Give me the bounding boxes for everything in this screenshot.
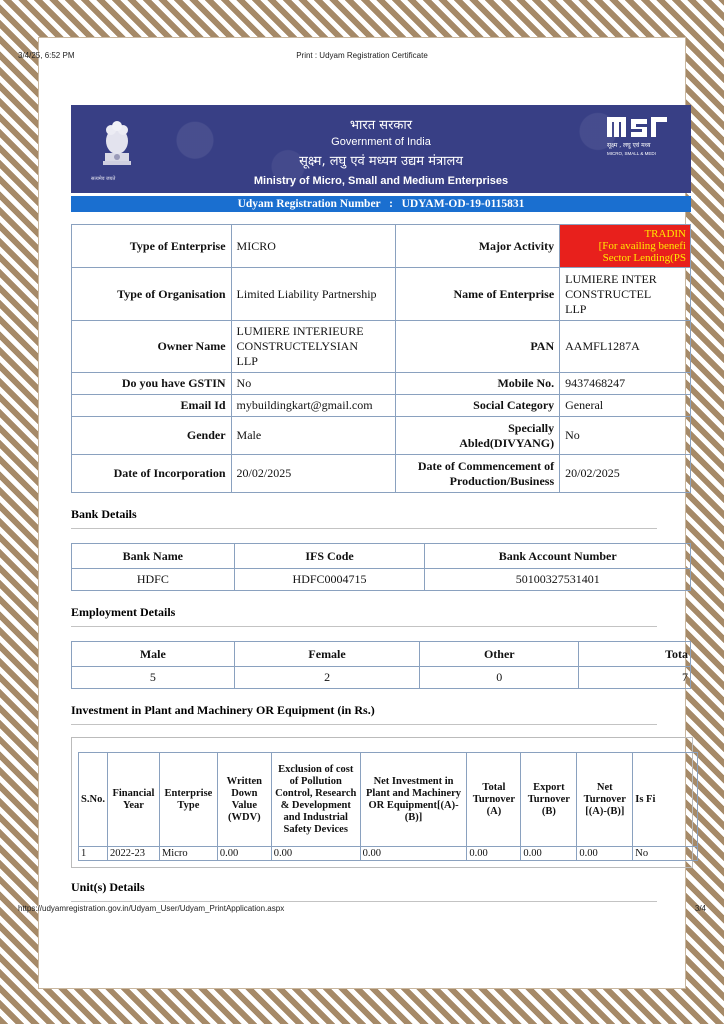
name-line: CONSTRUCTEL — [565, 286, 652, 301]
ministry-banner — [71, 105, 691, 193]
commencement-label-line: Production/Business — [449, 473, 555, 488]
exclusion-cost-value: 0.00 — [271, 847, 360, 861]
ifs-code-header: IFS Code — [234, 544, 425, 569]
account-number-value: 50100327531401 — [425, 569, 691, 591]
total-header: Tota — [579, 642, 691, 667]
registration-label: Udyam Registration Number — [237, 198, 381, 210]
certificate-content — [71, 105, 688, 902]
exclusion-cost-header: Exclusion of cost of Pollution Control, Research & Development and Industrial Safety Devices — [271, 753, 360, 847]
gstin-value: No — [231, 373, 396, 395]
email-label: Email Id — [72, 395, 232, 417]
type-of-enterprise-value: MICRO — [231, 225, 396, 268]
mobile-label: Mobile No. — [396, 373, 560, 395]
registration-number: UDYAM-OD-19-0115831 — [401, 198, 525, 210]
gstin-label: Do you have GSTIN — [72, 373, 232, 395]
bank-name-value: HDFC — [72, 569, 235, 591]
export-turnover-value: 0.00 — [521, 847, 577, 861]
table-row — [72, 321, 691, 373]
social-category-value: General — [560, 395, 691, 417]
pan-value: AAMFL1287A — [560, 321, 691, 373]
male-header: Male — [72, 642, 235, 667]
banner-government: Government of India — [331, 136, 431, 148]
investment-title: Investment in Plant and Machinery OR Equipment (in Rs.) — [71, 703, 657, 725]
male-value: 5 — [72, 667, 235, 689]
export-turnover-header: Export Turnover (B) — [521, 753, 577, 847]
pan-label: PAN — [396, 321, 560, 373]
commencement-label-line: Date of Commencement of — [417, 458, 555, 473]
net-investment-value: 0.00 — [360, 847, 467, 861]
table-row — [79, 847, 698, 861]
net-turnover-header: Net Turnover [(A)-(B)] — [577, 753, 633, 847]
total-turnover-header: Total Turnover (A) — [467, 753, 521, 847]
financial-year-value: 2022-23 — [107, 847, 159, 861]
msme-logo-hindi: सूक्ष्म , लघु एवं मध्य — [607, 142, 651, 149]
banner-hindi-government: भारत सरकार — [349, 118, 413, 133]
print-url: https://udyamregistration.gov.in/Udyam_User/Udyam_PrintApplication.aspx — [18, 904, 285, 913]
enterprise-info-table — [71, 224, 691, 493]
table-row — [72, 455, 691, 493]
net-turnover-value: 0.00 — [577, 847, 633, 861]
name-line: LLP — [565, 301, 587, 316]
table-row — [72, 395, 691, 417]
email-value: mybuildingkart@gmail.com — [231, 395, 396, 417]
table-header-row — [72, 642, 691, 667]
type-of-enterprise-label: Type of Enterprise — [72, 225, 232, 268]
investment-table — [78, 752, 698, 861]
other-value: 0 — [420, 667, 579, 689]
total-value: 7 — [579, 667, 691, 689]
bank-details-table — [71, 543, 691, 591]
owner-line: LLP — [236, 354, 258, 368]
major-activity-value — [560, 225, 691, 268]
table-row — [72, 268, 691, 321]
bank-name-header: Bank Name — [72, 544, 235, 569]
enterprise-type-header: Enterprise Type — [159, 753, 217, 847]
table-header-row — [79, 753, 698, 847]
msme-logo-caption: MICRO, SMALL & MEDI — [607, 151, 656, 156]
msme-logo-icon — [607, 115, 667, 139]
gender-value: Male — [231, 417, 396, 455]
type-of-organisation-label: Type of Organisation — [72, 268, 232, 321]
net-investment-header: Net Investment in Plant and Machinery OR Equipment[(A)-(B)] — [360, 753, 467, 847]
type-of-organisation-value: Limited Liability Partnership — [231, 268, 396, 321]
owner-line: LUMIERE INTERIEURE — [236, 324, 364, 338]
registration-separator: : — [389, 198, 393, 210]
social-category-label: Social Category — [396, 395, 560, 417]
banner-ministry: Ministry of Micro, Small and Medium Enterprises — [253, 175, 509, 187]
table-row — [72, 225, 691, 268]
print-title: Print : Udyam Registration Certificate — [296, 51, 428, 60]
owner-line: CONSTRUCTELYSIAN — [236, 339, 359, 353]
gender-label: Gender — [72, 417, 232, 455]
table-row — [72, 569, 691, 591]
other-header: Other — [420, 642, 579, 667]
mobile-value: 9437468247 — [560, 373, 691, 395]
table-row — [72, 667, 691, 689]
emblem-caption: सत्यमेव जयते — [91, 176, 116, 182]
employment-details-title: Employment Details — [71, 605, 657, 627]
print-datetime: 3/4/25, 6:52 PM — [18, 51, 75, 60]
divyang-label-line: Specially — [508, 420, 555, 435]
investment-table-wrapper — [71, 737, 693, 868]
banner-hindi-ministry: सूक्ष्म, लघु एवं मध्यम उद्यम मंत्रालय — [299, 154, 463, 169]
units-details-title: Unit(s) Details — [71, 880, 657, 902]
employment-details-table — [71, 641, 691, 689]
owner-name-value — [231, 321, 396, 373]
sno-header: S.No. — [79, 753, 108, 847]
owner-name-label: Owner Name — [72, 321, 232, 373]
financial-year-header: Financial Year — [107, 753, 159, 847]
divyang-value: No — [560, 417, 691, 455]
date-of-commencement-label — [396, 455, 560, 493]
name-line: LUMIERE INTER — [565, 271, 657, 286]
major-activity-label: Major Activity — [396, 225, 560, 268]
female-header: Female — [234, 642, 420, 667]
is-filed-header: Is Fi — [633, 753, 698, 847]
table-row — [72, 417, 691, 455]
divyang-label-line: Abled(DIVYANG) — [459, 435, 555, 450]
is-filed-value: No — [633, 847, 698, 861]
major-activity-line: Sector Lending(PS — [602, 252, 686, 264]
account-number-header: Bank Account Number — [425, 544, 691, 569]
enterprise-type-value: Micro — [159, 847, 217, 861]
table-row — [72, 373, 691, 395]
major-activity-line: [For availing benefi — [598, 240, 686, 252]
date-of-incorporation-value: 20/02/2025 — [231, 455, 396, 493]
registration-number-bar — [71, 196, 691, 212]
print-page-number: 3/4 — [694, 904, 706, 913]
name-of-enterprise-label: Name of Enterprise — [396, 268, 560, 321]
date-of-incorporation-label: Date of Incorporation — [72, 455, 232, 493]
date-of-commencement-value: 20/02/2025 — [560, 455, 691, 493]
wdv-header: Written Down Value (WDV) — [217, 753, 271, 847]
bank-details-title: Bank Details — [71, 507, 657, 529]
name-of-enterprise-value — [560, 268, 691, 321]
total-turnover-value: 0.00 — [467, 847, 521, 861]
female-value: 2 — [234, 667, 420, 689]
wdv-value: 0.00 — [217, 847, 271, 861]
major-activity-line: TRADIN — [644, 228, 686, 240]
divyang-label — [396, 417, 560, 455]
table-header-row — [72, 544, 691, 569]
ifs-code-value: HDFC0004715 — [234, 569, 425, 591]
sno-value: 1 — [79, 847, 108, 861]
